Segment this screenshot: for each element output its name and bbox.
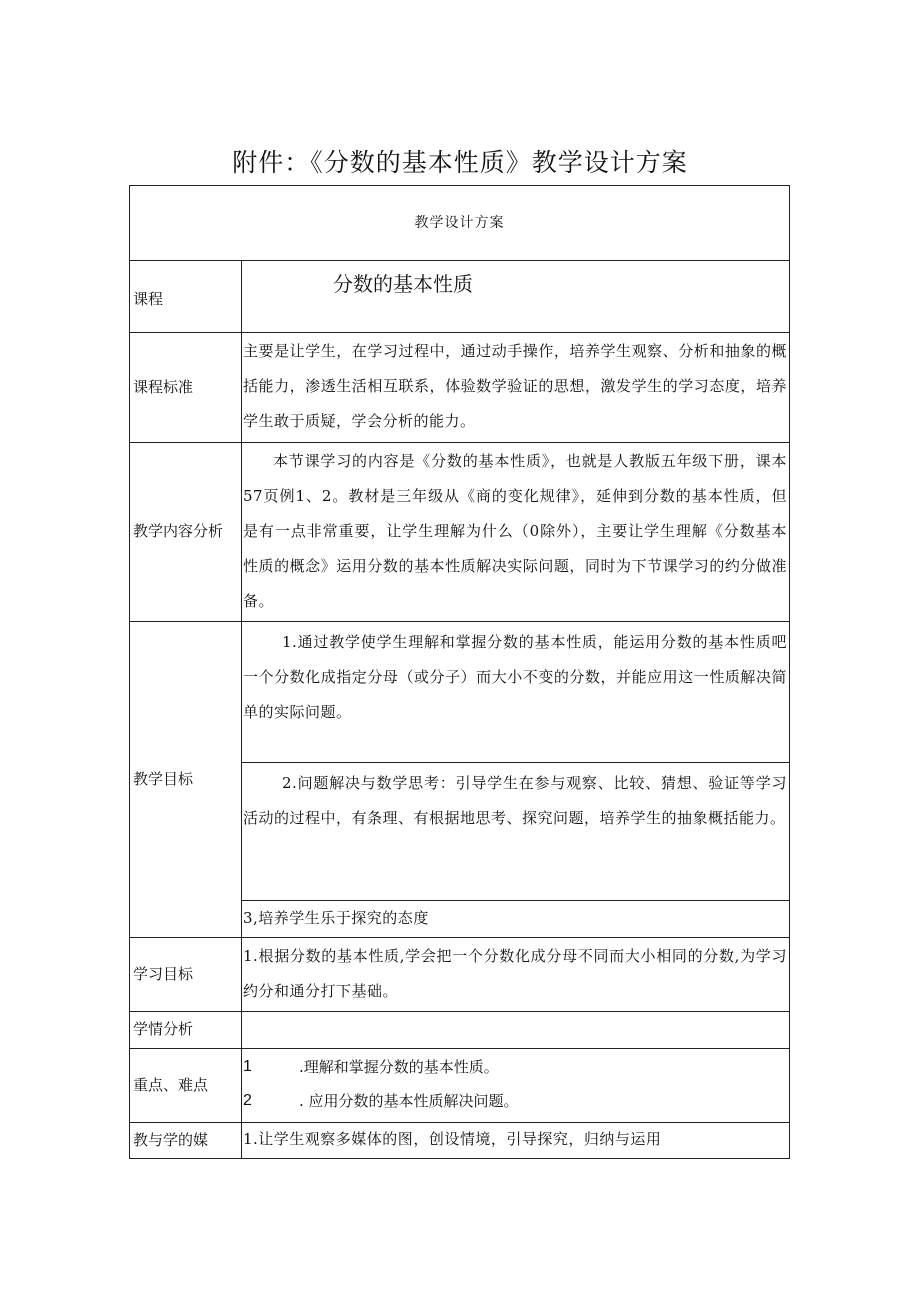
learner-analysis-label: 学情分析: [133, 1020, 194, 1038]
key-point-text: .理解和掌握分数的基本性质。: [299, 1058, 499, 1076]
standard-label: 课程标准: [133, 377, 194, 396]
key-point-item: [243, 1084, 789, 1118]
content-analysis-text: 本节课学习的内容是《分数的基本性质》，也就是人教版五年级下册，课本57页例1、2。教材是三年级从《商的变化规律》，延伸到分数的基本性质，但是有一点非常重要，让学生理解为什么（0除外），主要让学生理解《分数基本性质的概念》运用分数的基本性质解决实际问题，同时为下节课学习的约分做准备。: [243, 452, 787, 610]
key-point-number: 1: [243, 1058, 252, 1075]
media-text: 1.让学生观察多媒体的图，创设情境，引导探究，归纳与运用: [243, 1130, 662, 1148]
key-points-list: [241, 1048, 789, 1122]
media-label: 教与学的媒: [133, 1130, 209, 1149]
teaching-goal-3: 3,培养学生乐于探究的态度: [243, 909, 429, 927]
course-value: 分数的基本性质: [333, 272, 473, 296]
key-point-number: 2: [243, 1092, 252, 1109]
learner-analysis-text: [241, 1011, 789, 1048]
key-point-text: . 应用分数的基本性质解决问题。: [299, 1092, 519, 1110]
content-analysis-label: 教学内容分析: [133, 522, 224, 540]
teaching-goal-1: 1.通过教学使学生理解和掌握分数的基本性质，能运用分数的基本性质吧一个分数化成指定分母（或分子）而大小不变的分数，并能应用这一性质解决简单的实际问题。: [243, 633, 787, 721]
document-title: 附件：《分数的基本性质》教学设计方案: [232, 148, 688, 177]
teaching-goals-label: 教学目标: [133, 769, 194, 788]
lesson-plan-table: [129, 185, 790, 1159]
key-point-item: [243, 1050, 789, 1084]
table-header: 教学设计方案: [414, 214, 505, 231]
learning-goals-label: 学习目标: [133, 964, 194, 983]
course-label: 课程: [133, 289, 164, 308]
teaching-goal-2: 2.问题解决与数学思考：引导学生在参与观察、比较、猜想、验证等学习活动的过程中，有条理、有根据地思考、探究问题，培养学生的抽象概括能力。: [243, 774, 787, 827]
key-points-label: 重点、难点: [133, 1075, 209, 1094]
standard-text: 主要是让学生，在学习过程中，通过动手操作，培养学生观察、分析和抽象的概括能力，渗透生活相互联系，体验数学验证的思想，激发学生的学习态度，培养学生敢于质疑，学会分析的能力。: [243, 342, 787, 430]
learning-goals-text: 1.根据分数的基本性质,学会把一个分数化成分母不同而大小相同的分数,为学习约分和通分打下基础。: [243, 947, 787, 1000]
